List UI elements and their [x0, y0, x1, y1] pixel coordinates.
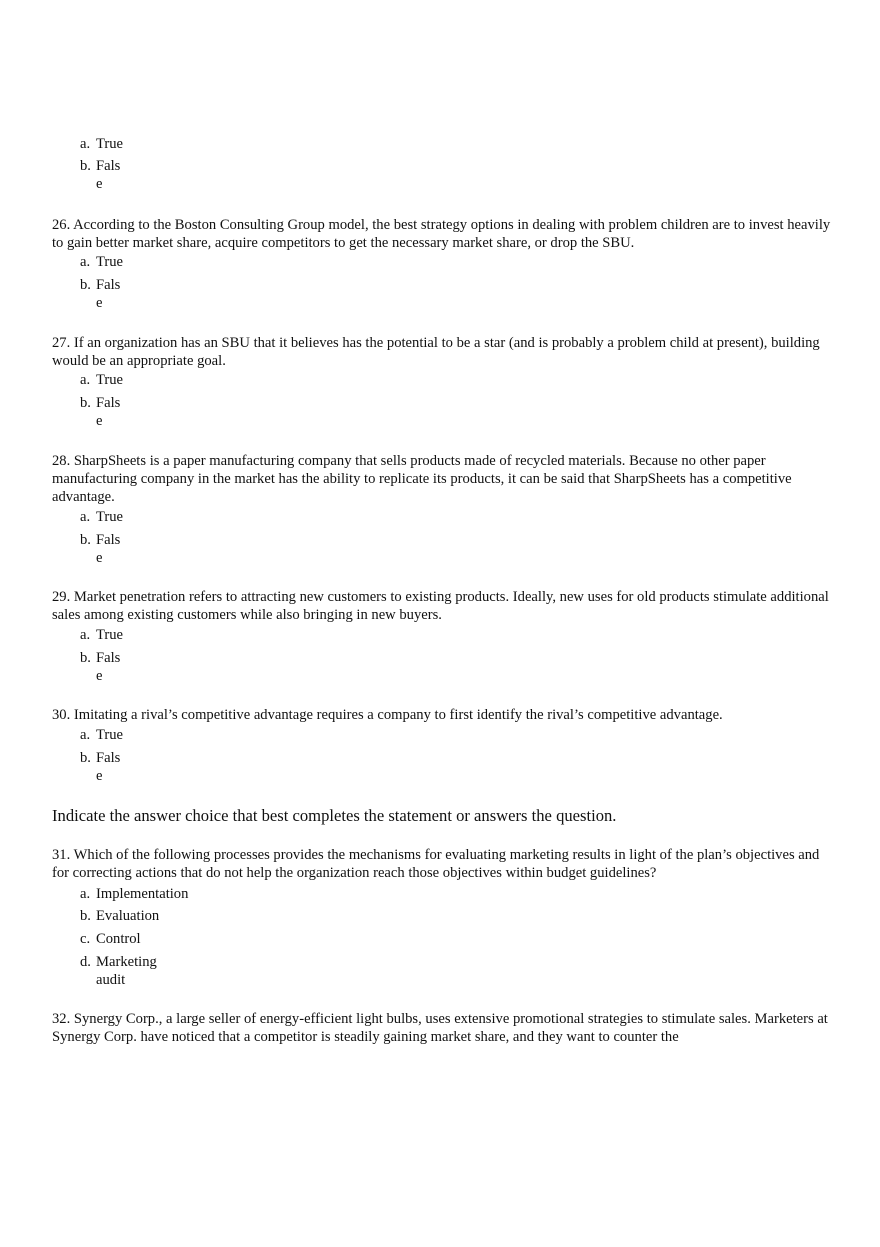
option-letter: a. — [80, 254, 91, 270]
q27-option-a — [80, 371, 190, 389]
q30-option-b — [80, 749, 190, 785]
option-text: True — [96, 372, 124, 388]
option-text: Fals — [96, 395, 121, 411]
option-letter: b. — [80, 277, 91, 293]
q31-option-d — [80, 953, 190, 989]
option-text: Fals — [96, 158, 121, 174]
option-text: True — [96, 727, 124, 743]
option-text-wrap: e — [96, 176, 103, 192]
option-text-wrap: e — [96, 295, 103, 311]
option-text-wrap: audit — [96, 972, 126, 988]
option-letter: b. — [80, 158, 91, 174]
question-28: 28. SharpSheets is a paper manufacturing company that sells products made of recycled materials. Because no other paper manufacturing company in the market has the ability to replicate its products, it can be said that SharpSheets has a competitive advantage. — [52, 453, 792, 505]
option-letter: a. — [80, 372, 91, 388]
q30-option-a — [80, 726, 190, 744]
q25-option-b — [80, 157, 190, 193]
option-text-wrap: e — [96, 413, 103, 429]
option-text: True — [96, 627, 124, 643]
option-letter: b. — [80, 395, 91, 411]
q25-option-a — [80, 135, 190, 153]
option-letter: a. — [80, 509, 91, 525]
option-letter: b. — [80, 908, 91, 924]
question-27: 27. If an organization has an SBU that it believes has the potential to be a star (and is probably a problem child at present), building would be an appropriate goal. — [52, 335, 820, 369]
question-31: 31. Which of the following processes provides the mechanisms for evaluating marketing results in light of the plan’s objectives and for correcting actions that do not help the organization reach those objectives within budget guidelines? — [52, 847, 820, 881]
option-letter: d. — [80, 954, 91, 970]
option-text: True — [96, 254, 124, 270]
option-text: Evaluation — [96, 908, 160, 924]
q31-option-b — [80, 907, 190, 925]
section-instructions: Indicate the answer choice that best completes the statement or answers the question. — [52, 806, 617, 825]
option-text: Marketing — [96, 954, 157, 970]
option-letter: b. — [80, 650, 91, 666]
option-text-wrap: e — [96, 768, 103, 784]
option-letter: a. — [80, 627, 91, 643]
question-32: 32. Synergy Corp., a large seller of energy-efficient light bulbs, uses extensive promotional strategies to stimulate sales. Marketers at Synergy Corp. have noticed that a competitor is steadily gaining market share, and they want to counter the — [52, 1011, 828, 1045]
option-text: True — [96, 509, 124, 525]
q28-option-b — [80, 531, 190, 567]
option-text: Fals — [96, 532, 121, 548]
option-letter: b. — [80, 750, 91, 766]
option-text: Fals — [96, 650, 121, 666]
option-text: True — [96, 136, 124, 152]
q26-option-a — [80, 253, 190, 271]
option-text: Fals — [96, 277, 121, 293]
q26-option-b — [80, 276, 190, 312]
option-text-wrap: e — [96, 668, 103, 684]
question-26: 26. According to the Boston Consulting Group model, the best strategy options in dealing with problem children are to invest heavily to gain better market share, acquire competitors to get the necessary market share, or drop the SBU. — [52, 217, 831, 251]
q29-option-b — [80, 649, 190, 685]
option-text-wrap: e — [96, 550, 103, 566]
option-text: Control — [96, 931, 141, 947]
option-text: Implementation — [96, 886, 189, 902]
q31-option-a — [80, 885, 190, 903]
option-letter: a. — [80, 886, 91, 902]
q27-option-b — [80, 394, 190, 430]
option-letter: a. — [80, 727, 91, 743]
option-letter: b. — [80, 532, 91, 548]
question-29: 29. Market penetration refers to attracting new customers to existing products. Ideally, new uses for old products stimulate additional sales among existing customers while also bringing in new buyers. — [52, 589, 829, 623]
q28-option-a — [80, 508, 190, 526]
question-30: 30. Imitating a rival’s competitive advantage requires a company to first identify the rival’s competitive advantage. — [52, 707, 723, 723]
option-letter: c. — [80, 931, 91, 947]
q29-option-a — [80, 626, 190, 644]
option-text: Fals — [96, 750, 121, 766]
q31-option-c — [80, 930, 190, 948]
option-letter: a. — [80, 136, 91, 152]
